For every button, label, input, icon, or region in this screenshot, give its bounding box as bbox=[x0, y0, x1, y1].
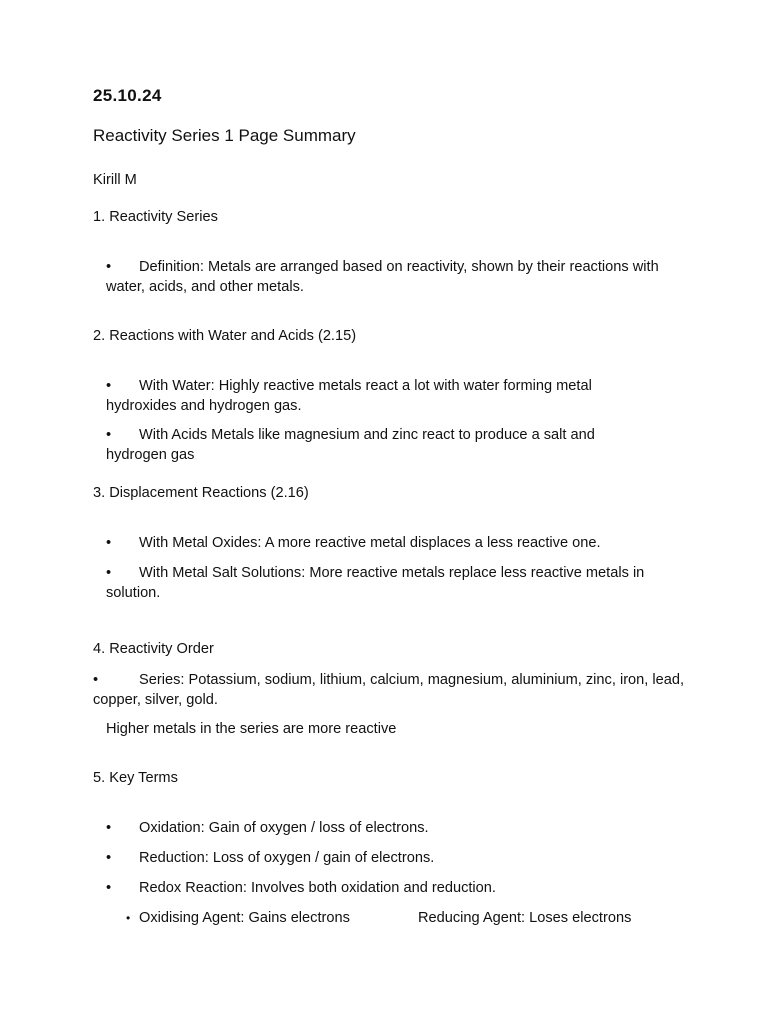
list-item-text: Definition: Metals are arranged based on reactivity, shown by their reactions with water, acids, and other metals. bbox=[106, 259, 659, 295]
section-heading: 5. Key Terms bbox=[93, 770, 178, 786]
list-item bbox=[93, 670, 693, 710]
list-item-text: Oxidation: Gain of oxygen / loss of electrons. bbox=[139, 820, 429, 836]
document-title: Reactivity Series 1 Page Summary bbox=[93, 126, 356, 145]
list-item bbox=[106, 563, 686, 603]
sub-list-item-left: Oxidising Agent: Gains electrons bbox=[139, 910, 350, 926]
sub-list-item-right: Reducing Agent: Loses electrons bbox=[418, 910, 632, 926]
bullet-icon: • bbox=[106, 378, 112, 394]
sub-list-item bbox=[126, 908, 130, 928]
bullet-icon: • bbox=[106, 259, 112, 275]
bullet-icon: • bbox=[106, 880, 112, 896]
list-item bbox=[106, 848, 686, 868]
list-item bbox=[106, 376, 666, 416]
section-heading: 1. Reactivity Series bbox=[93, 209, 218, 225]
bullet-icon: • bbox=[93, 672, 99, 688]
bullet-icon: • bbox=[106, 535, 112, 551]
list-item bbox=[106, 257, 686, 297]
section-heading: 2. Reactions with Water and Acids (2.15) bbox=[93, 328, 357, 344]
list-item bbox=[106, 425, 646, 465]
bullet-icon: • bbox=[126, 911, 131, 925]
list-item-text: With Water: Highly reactive metals react a lot with water forming metal hydroxides and hydrogen gas. bbox=[106, 378, 592, 414]
list-item-text: With Metal Oxides: A more reactive metal displaces a less reactive one. bbox=[139, 535, 601, 551]
list-item-text: Reduction: Loss of oxygen / gain of electrons. bbox=[139, 850, 435, 866]
list-item bbox=[106, 818, 686, 838]
author-name: Kirill M bbox=[93, 172, 137, 188]
section-heading: 4. Reactivity Order bbox=[93, 641, 214, 657]
bullet-icon: • bbox=[106, 565, 112, 581]
list-item-text: Series: Potassium, sodium, lithium, calcium, magnesium, aluminium, zinc, iron, lead, copper, silver, gold. bbox=[93, 672, 685, 708]
document-date: 25.10.24 bbox=[93, 86, 162, 105]
bullet-icon: • bbox=[106, 820, 112, 836]
bullet-icon: • bbox=[106, 427, 112, 443]
list-item bbox=[106, 878, 686, 898]
bullet-icon: • bbox=[106, 850, 112, 866]
list-item-text: With Metal Salt Solutions: More reactive metals replace less reactive metals in solution. bbox=[106, 565, 645, 601]
list-item-text: Redox Reaction: Involves both oxidation and reduction. bbox=[139, 880, 496, 896]
list-item bbox=[106, 533, 706, 553]
section-heading: 3. Displacement Reactions (2.16) bbox=[93, 485, 309, 501]
list-item-text: With Acids Metals like magnesium and zinc react to produce a salt and hydrogen gas bbox=[106, 427, 595, 463]
section-note: Higher metals in the series are more reactive bbox=[106, 721, 397, 737]
